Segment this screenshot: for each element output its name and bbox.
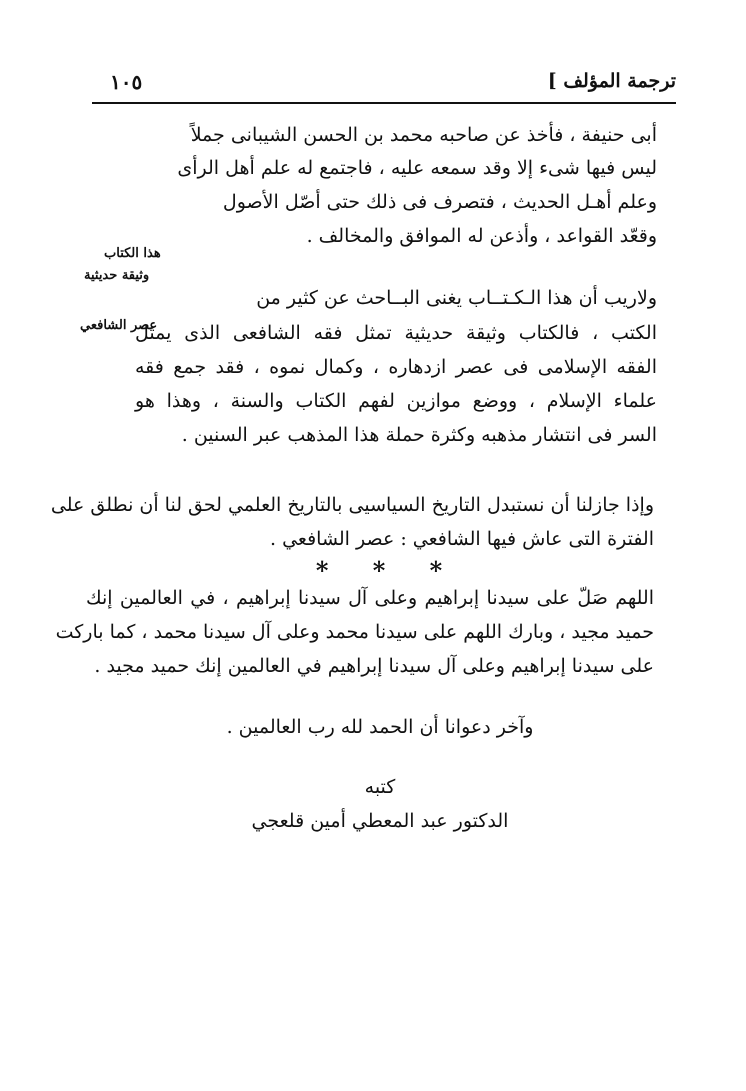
text-line: وعلم أهـل الحديث ، فتصرف فى ذلك حتى أصّل الأصول (222, 191, 657, 213)
text-line: أبى حنيفة ، فأخذ عن صاحبه محمد بن الحسن الشيبانى جملاً (190, 124, 657, 146)
signature-label: كتبه (364, 776, 396, 798)
section-divider-stars: * * * (315, 556, 461, 585)
text-line: السر فى انتشار مذهبه وكثرة حملة هذا المذهب عبر السنين . (181, 424, 657, 446)
margin-note-shafii-era: عصر الشافعي (80, 318, 158, 333)
page-number: ١٠٥ (110, 70, 143, 94)
text-line: الفقه الإسلامى فى عصر ازدهاره ، وكمال نموه ، فقد جمع فقه (135, 356, 657, 378)
margin-note-hadith-document: وثيقة حديثية (84, 268, 150, 283)
margin-note-this-book: هذا الكتاب (104, 246, 161, 261)
text-line: علماء الإسلام ، ووضع موازين لفهم الكتاب والسنة ، وهذا هو (135, 390, 657, 412)
text-line: وإذا جازلنا أن نستبدل التاريخ السياسيى بالتاريخ العلمي لحق لنا أن نطلق على (50, 494, 654, 516)
text-line: ليس فيها شىء إلا وقد سمعه عليه ، فاجتمع له علم أهل الرأى (177, 157, 657, 179)
text-line: حميد مجيد ، وبارك اللهم على سيدنا محمد وعلى آل سيدنا محمد ، كما باركت (55, 621, 654, 643)
text-line: وقعّد القواعد ، وأذعن له الموافق والمخالف . (306, 225, 657, 247)
running-title: ترجمة المؤلف ] (547, 70, 676, 92)
text-line: اللهم صَلّ على سيدنا إبراهيم وعلى آل سيدنا إبراهيم ، في العالمين إنك (86, 587, 654, 609)
text-line: الكتب ، فالكتاب وثيقة حديثية تمثل فقه الشافعى الذى يمثل (135, 322, 657, 344)
text-line: على سيدنا إبراهيم وعلى آل سيدنا إبراهيم في العالمين إنك حميد مجيد . (94, 655, 654, 677)
text-line: الفترة التى عاش فيها الشافعي : عصر الشافعي . (269, 528, 654, 550)
text-line: ولاريب أن هذا الـكـتــاب يغنى البــاحث عن كثير من (256, 287, 657, 309)
signature-name: الدكتور عبد المعطي أمين قلعجي (251, 810, 509, 832)
page-header (92, 64, 676, 104)
header-rule (92, 102, 676, 104)
closing-line: وآخر دعوانا أن الحمد لله رب العالمين . (226, 716, 534, 738)
